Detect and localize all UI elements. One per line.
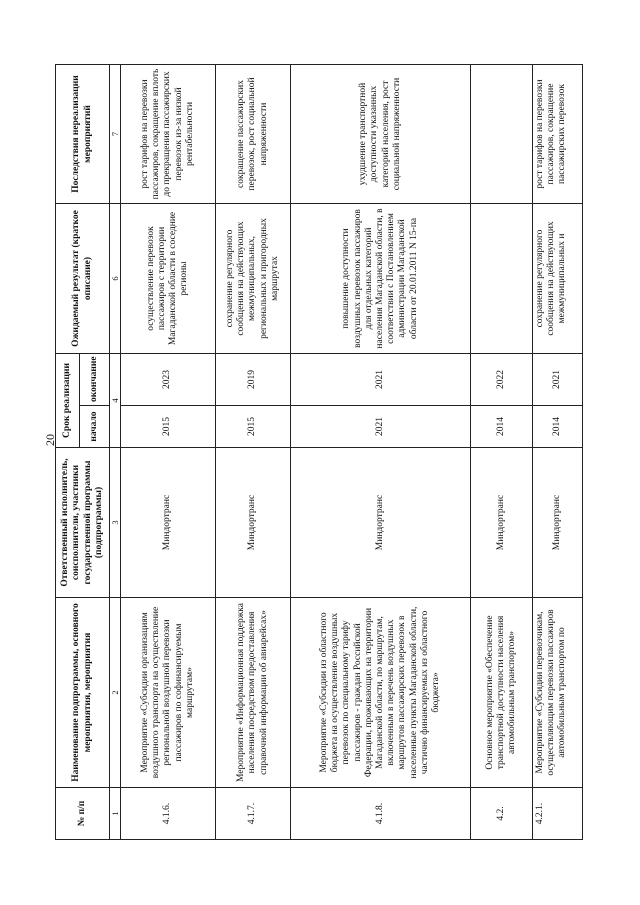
header-result: Ожидаемый результат (краткое описание): [56, 204, 110, 354]
row-result: сохранение регулярного сообщения на действующих межмуниципальных и: [533, 204, 583, 354]
column-number: 7: [110, 65, 121, 204]
row-start: 2021: [291, 406, 471, 448]
row-start: 2015: [216, 406, 291, 448]
row-responsible: Миндортранс: [216, 448, 291, 598]
row-responsible: Миндортранс: [291, 448, 471, 598]
header-consequences: Последствия нереализации мероприятий: [56, 65, 110, 204]
column-number: 3: [110, 448, 121, 598]
column-number: 1: [110, 788, 121, 840]
row-name: Мероприятие «Субсидии из областного бюджета на осуществление воздушных перевозок по специальному тарифу пассажиров - граждан Российской Федерации, проживающих на территории Магаданской области, по маршрутам, включенным в перечень воздушных маршрутов пассажирских перевозок в населенные пункты Магаданской области, частично финансируемых из областного бюджета»: [291, 598, 471, 788]
header-num: № п/п: [56, 788, 110, 840]
header-row-1: [56, 65, 80, 840]
header-name: Наименование подпрограммы, основного мероприятия, мероприятия: [56, 598, 110, 788]
row-consequences: рост тарифов на перевозки пассажиров, сокращение вплоть до прекращения пассажирских перевозок из-за низкой рентабельности: [121, 65, 216, 204]
row-name: Мероприятие «Информационная поддержка населения посредством предоставления справочной информации об авиарейсах»: [216, 598, 291, 788]
row-num: 4.1.8.: [291, 788, 471, 840]
row-result: сохранение регулярного сообщения на действующих межмуниципальных, региональных и пригородных маршрутах: [216, 204, 291, 354]
row-num: 4.1.6.: [121, 788, 216, 840]
row-consequences: сокращение пассажирских перевозок, рост социальной напряженности: [216, 65, 291, 204]
row-end: 2019: [216, 354, 291, 406]
row-result: повышение доступности воздушных перевозок пассажиров для отдельных категорий населения Магаданской области, в соответствии с Постановлением администрации Магаданской области от 20.01.2011 N 15-па: [291, 204, 471, 354]
row-start: 2014: [471, 406, 533, 448]
row-end: 2021: [533, 354, 583, 406]
row-name: Мероприятие «Субсидии организациям воздушного транспорта на осуществление региональной воздушной перевозки пассажиров по софинансируемым маршрутам»: [121, 598, 216, 788]
row-end: 2022: [471, 354, 533, 406]
page-number: 20: [43, 434, 57, 446]
row-responsible: Миндортранс: [533, 448, 583, 598]
row-end: 2021: [291, 354, 471, 406]
row-name: Мероприятие «Субсидии перевозчикам, осуществляющим перевозки пассажиров автомобильным транспортом по: [533, 598, 583, 788]
table-row: [216, 65, 291, 840]
column-numbers-row: [110, 65, 121, 840]
row-start: 2015: [121, 406, 216, 448]
row-num: 4.2.1.: [533, 788, 583, 840]
table-row: [291, 65, 471, 840]
program-measures-table: [55, 64, 583, 840]
rotated-table-container: [55, 65, 580, 840]
column-number: 6: [110, 204, 121, 354]
row-consequences: ухудшение транспортной доступности указанных категорий населения, рост социальной напряженности: [291, 65, 471, 204]
row-responsible: Миндортранс: [121, 448, 216, 598]
table-row: [533, 65, 583, 840]
row-end: 2023: [121, 354, 216, 406]
header-start: начало: [80, 406, 110, 448]
row-result: осуществление перевозок пассажиров с территории Магаданской области в соседние регионы: [121, 204, 216, 354]
row-consequences: рост тарифов на перевозки пассажиров, сокращение пассажирских перевозок: [533, 65, 583, 204]
row-num: 4.1.7.: [216, 788, 291, 840]
header-term: Срок реализации: [56, 354, 80, 448]
row-start: 2014: [533, 406, 583, 448]
header-responsible: Ответственный исполнитель, соисполнители, участники государственной программы (подпрограммы): [56, 448, 110, 598]
column-number: 2: [110, 598, 121, 788]
row-result: [471, 204, 533, 354]
row-num: 4.2.: [471, 788, 533, 840]
column-number: 4: [110, 354, 121, 448]
row-consequences: [471, 65, 533, 204]
row-responsible: Миндортранс: [471, 448, 533, 598]
row-name: Основное мероприятие «Обеспечение транспортной доступности населения автомобильным транспортом»: [471, 598, 533, 788]
table-row: [471, 65, 533, 840]
header-end: окончание: [80, 354, 110, 406]
table-row: [121, 65, 216, 840]
